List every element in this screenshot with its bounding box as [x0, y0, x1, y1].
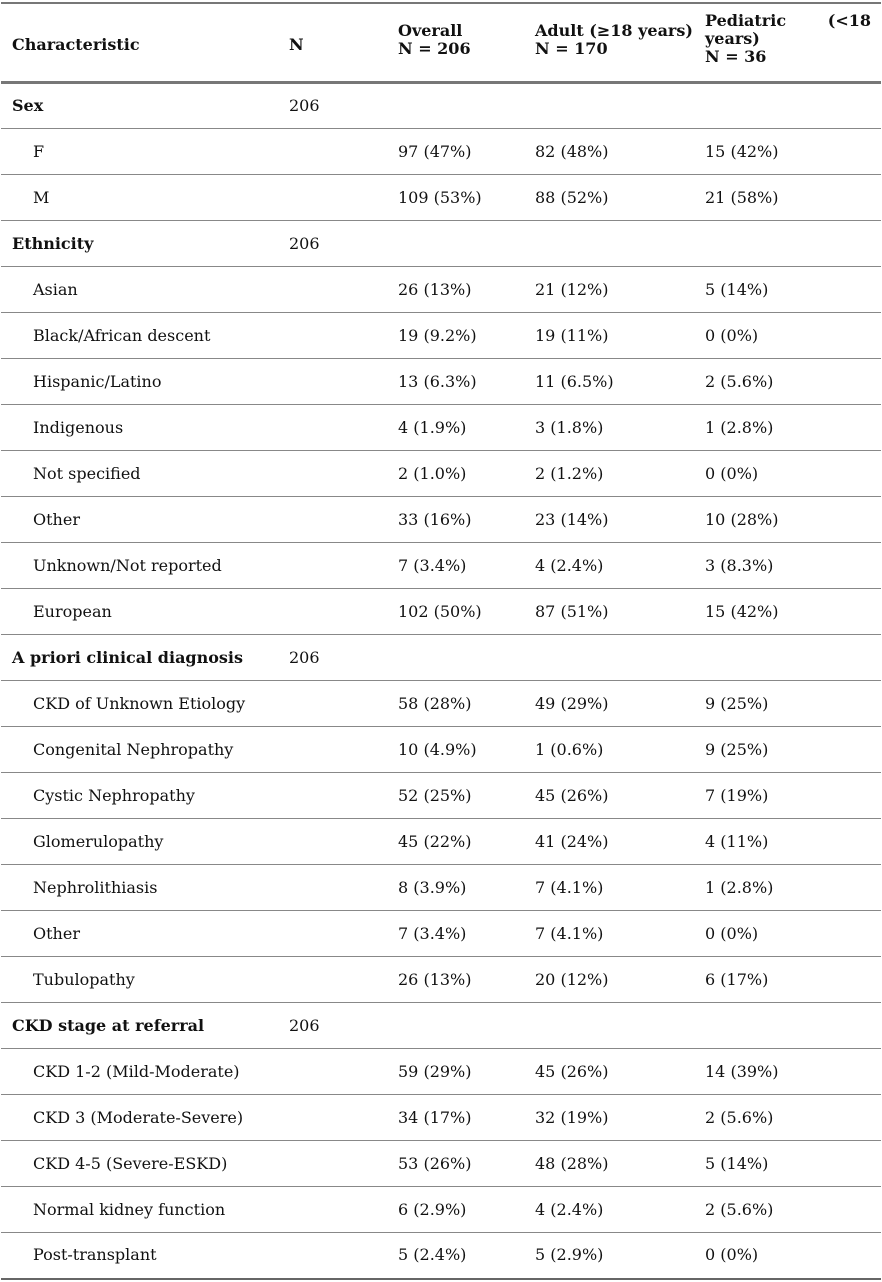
- row-adult: 4 (2.4%): [535, 555, 604, 575]
- row-n-empty: [277, 681, 385, 727]
- row-n-empty: [277, 129, 385, 175]
- row-label: Not specified: [33, 463, 141, 483]
- row-label: Nephrolithiasis: [33, 877, 158, 897]
- group-adult-empty: [523, 635, 693, 681]
- group-pediatric-empty: [693, 1003, 881, 1049]
- table-row: [1, 175, 881, 221]
- row-overall: 6 (2.9%): [398, 1199, 467, 1219]
- table-row: [1, 359, 881, 405]
- table-row: [1, 1095, 881, 1141]
- group-pediatric-empty: [693, 635, 881, 681]
- row-overall: 109 (53%): [398, 187, 482, 207]
- group-pediatric-empty: [693, 221, 881, 267]
- row-n-empty: [277, 267, 385, 313]
- row-overall: 45 (22%): [398, 831, 472, 851]
- row-label: Asian: [33, 279, 78, 299]
- row-label: Other: [33, 509, 80, 529]
- group-label: CKD stage at referral: [12, 1015, 205, 1035]
- characteristics-table-container: [0, 2, 882, 1282]
- row-pediatric: 9 (25%): [705, 693, 769, 713]
- row-overall: 33 (16%): [398, 509, 472, 529]
- row-overall: 26 (13%): [398, 279, 472, 299]
- row-pediatric: 21 (58%): [705, 187, 779, 207]
- row-adult: 7 (4.1%): [535, 923, 604, 943]
- row-label: CKD 3 (Moderate-Severe): [33, 1107, 244, 1127]
- header-row: [1, 3, 881, 83]
- row-adult: 87 (51%): [535, 601, 609, 621]
- group-row: [1, 83, 881, 129]
- row-overall: 26 (13%): [398, 969, 472, 989]
- row-pediatric: 3 (8.3%): [705, 555, 774, 575]
- table-row: [1, 1141, 881, 1187]
- group-n: 206: [289, 1015, 320, 1035]
- header-adult-label: Adult (≥18 years): [535, 21, 693, 40]
- row-pediatric: 5 (14%): [705, 279, 769, 299]
- row-pediatric: 5 (14%): [705, 1153, 769, 1173]
- characteristics-table: [1, 2, 881, 1280]
- row-adult: 19 (11%): [535, 325, 609, 345]
- table-row: [1, 911, 881, 957]
- row-overall: 19 (9.2%): [398, 325, 477, 345]
- group-row: [1, 635, 881, 681]
- row-adult: 20 (12%): [535, 969, 609, 989]
- header-characteristic: Characteristic: [12, 35, 140, 54]
- row-pediatric: 0 (0%): [705, 325, 759, 345]
- row-adult: 49 (29%): [535, 693, 609, 713]
- row-pediatric: 0 (0%): [705, 463, 759, 483]
- row-label: Congenital Nephropathy: [33, 739, 234, 759]
- row-label: F: [33, 141, 45, 161]
- row-n-empty: [277, 1233, 385, 1279]
- row-n-empty: [277, 313, 385, 359]
- row-n-empty: [277, 911, 385, 957]
- header-pediatric-years: years): [705, 29, 760, 48]
- row-label: Other: [33, 923, 80, 943]
- header-adult: [523, 3, 693, 83]
- row-n-empty: [277, 175, 385, 221]
- row-adult: 2 (1.2%): [535, 463, 604, 483]
- row-n-empty: [277, 957, 385, 1003]
- row-pediatric: 15 (42%): [705, 141, 779, 161]
- header-pediatric-n: N = 36: [705, 47, 767, 66]
- row-label: Post-transplant: [33, 1245, 157, 1265]
- row-overall: 52 (25%): [398, 785, 472, 805]
- row-overall: 5 (2.4%): [398, 1245, 467, 1265]
- row-label: Indigenous: [33, 417, 124, 437]
- group-overall-empty: [385, 83, 523, 129]
- group-adult-empty: [523, 1003, 693, 1049]
- row-label: Glomerulopathy: [33, 831, 164, 851]
- header-overall-label: Overall: [398, 21, 463, 40]
- row-pediatric: 2 (5.6%): [705, 1107, 774, 1127]
- row-overall: 59 (29%): [398, 1061, 472, 1081]
- table-row: [1, 681, 881, 727]
- group-row: [1, 221, 881, 267]
- row-adult: 5 (2.9%): [535, 1245, 604, 1265]
- row-n-empty: [277, 819, 385, 865]
- header-overall-n: N = 206: [398, 39, 471, 58]
- table-row: [1, 543, 881, 589]
- row-pediatric: 0 (0%): [705, 1245, 759, 1265]
- row-adult: 45 (26%): [535, 1061, 609, 1081]
- row-label: CKD 1-2 (Mild-Moderate): [33, 1061, 240, 1081]
- row-n-empty: [277, 1187, 385, 1233]
- row-overall: 102 (50%): [398, 601, 482, 621]
- row-adult: 21 (12%): [535, 279, 609, 299]
- group-adult-empty: [523, 83, 693, 129]
- row-pediatric: 0 (0%): [705, 923, 759, 943]
- table-row: [1, 865, 881, 911]
- row-n-empty: [277, 1095, 385, 1141]
- row-adult: 11 (6.5%): [535, 371, 614, 391]
- table-row: [1, 497, 881, 543]
- table-row: [1, 1233, 881, 1279]
- row-adult: 3 (1.8%): [535, 417, 604, 437]
- row-adult: 48 (28%): [535, 1153, 609, 1173]
- group-row: [1, 1003, 881, 1049]
- header-overall: [385, 3, 523, 83]
- row-n-empty: [277, 773, 385, 819]
- header-pediatric-label: Pediatric: [705, 11, 787, 30]
- table-body: [1, 83, 881, 1279]
- row-n-empty: [277, 543, 385, 589]
- row-overall: 53 (26%): [398, 1153, 472, 1173]
- row-label: European: [33, 601, 112, 621]
- table-header: [1, 3, 881, 83]
- table-row: [1, 1187, 881, 1233]
- group-n: 206: [289, 233, 320, 253]
- row-overall: 2 (1.0%): [398, 463, 467, 483]
- row-overall: 7 (3.4%): [398, 555, 467, 575]
- row-pediatric: 2 (5.6%): [705, 371, 774, 391]
- row-adult: 4 (2.4%): [535, 1199, 604, 1219]
- table-row: [1, 589, 881, 635]
- table-row: [1, 773, 881, 819]
- row-adult: 7 (4.1%): [535, 877, 604, 897]
- group-overall-empty: [385, 221, 523, 267]
- row-adult: 23 (14%): [535, 509, 609, 529]
- group-overall-empty: [385, 1003, 523, 1049]
- row-overall: 58 (28%): [398, 693, 472, 713]
- header-pediatric-paren: (<18: [827, 11, 871, 30]
- row-n-empty: [277, 1141, 385, 1187]
- table-row: [1, 727, 881, 773]
- row-label: Cystic Nephropathy: [33, 785, 195, 805]
- row-adult: 1 (0.6%): [535, 739, 604, 759]
- row-n-empty: [277, 727, 385, 773]
- header-n: N: [289, 35, 304, 54]
- row-overall: 7 (3.4%): [398, 923, 467, 943]
- row-pediatric: 15 (42%): [705, 601, 779, 621]
- table-row: [1, 957, 881, 1003]
- row-label: Black/African descent: [33, 325, 211, 345]
- row-pediatric: 9 (25%): [705, 739, 769, 759]
- row-pediatric: 7 (19%): [705, 785, 769, 805]
- group-overall-empty: [385, 635, 523, 681]
- table-row: [1, 313, 881, 359]
- row-label: Tubulopathy: [33, 969, 135, 989]
- row-pediatric: 1 (2.8%): [705, 877, 774, 897]
- row-label: Unknown/Not reported: [33, 555, 222, 575]
- row-label: CKD of Unknown Etiology: [33, 693, 246, 713]
- table-row: [1, 267, 881, 313]
- row-pediatric: 10 (28%): [705, 509, 779, 529]
- row-label: Hispanic/Latino: [33, 371, 162, 391]
- group-pediatric-empty: [693, 83, 881, 129]
- row-overall: 8 (3.9%): [398, 877, 467, 897]
- header-adult-n: N = 170: [535, 39, 608, 58]
- row-label: Normal kidney function: [33, 1199, 226, 1219]
- row-overall: 34 (17%): [398, 1107, 472, 1127]
- table-row: [1, 1049, 881, 1095]
- row-pediatric: 1 (2.8%): [705, 417, 774, 437]
- row-overall: 4 (1.9%): [398, 417, 467, 437]
- header-pediatric: [693, 3, 881, 83]
- row-adult: 45 (26%): [535, 785, 609, 805]
- row-n-empty: [277, 865, 385, 911]
- row-n-empty: [277, 405, 385, 451]
- row-pediatric: 2 (5.6%): [705, 1199, 774, 1219]
- group-label: Sex: [12, 96, 44, 115]
- row-adult: 41 (24%): [535, 831, 609, 851]
- row-adult: 88 (52%): [535, 187, 609, 207]
- group-label: A priori clinical diagnosis: [12, 647, 244, 667]
- row-n-empty: [277, 359, 385, 405]
- row-overall: 10 (4.9%): [398, 739, 477, 759]
- group-n: 206: [289, 96, 320, 115]
- group-label: Ethnicity: [12, 233, 94, 253]
- table-row: [1, 819, 881, 865]
- row-n-empty: [277, 497, 385, 543]
- table-row: [1, 405, 881, 451]
- row-pediatric: 14 (39%): [705, 1061, 779, 1081]
- row-label: M: [33, 187, 50, 207]
- row-overall: 13 (6.3%): [398, 371, 477, 391]
- row-n-empty: [277, 1049, 385, 1095]
- group-n: 206: [289, 647, 320, 667]
- row-n-empty: [277, 451, 385, 497]
- row-overall: 97 (47%): [398, 141, 472, 161]
- row-n-empty: [277, 589, 385, 635]
- row-label: CKD 4-5 (Severe-ESKD): [33, 1153, 228, 1173]
- row-adult: 32 (19%): [535, 1107, 609, 1127]
- row-pediatric: 4 (11%): [705, 831, 769, 851]
- row-pediatric: 6 (17%): [705, 969, 769, 989]
- table-row: [1, 451, 881, 497]
- group-adult-empty: [523, 221, 693, 267]
- row-adult: 82 (48%): [535, 141, 609, 161]
- table-row: [1, 129, 881, 175]
